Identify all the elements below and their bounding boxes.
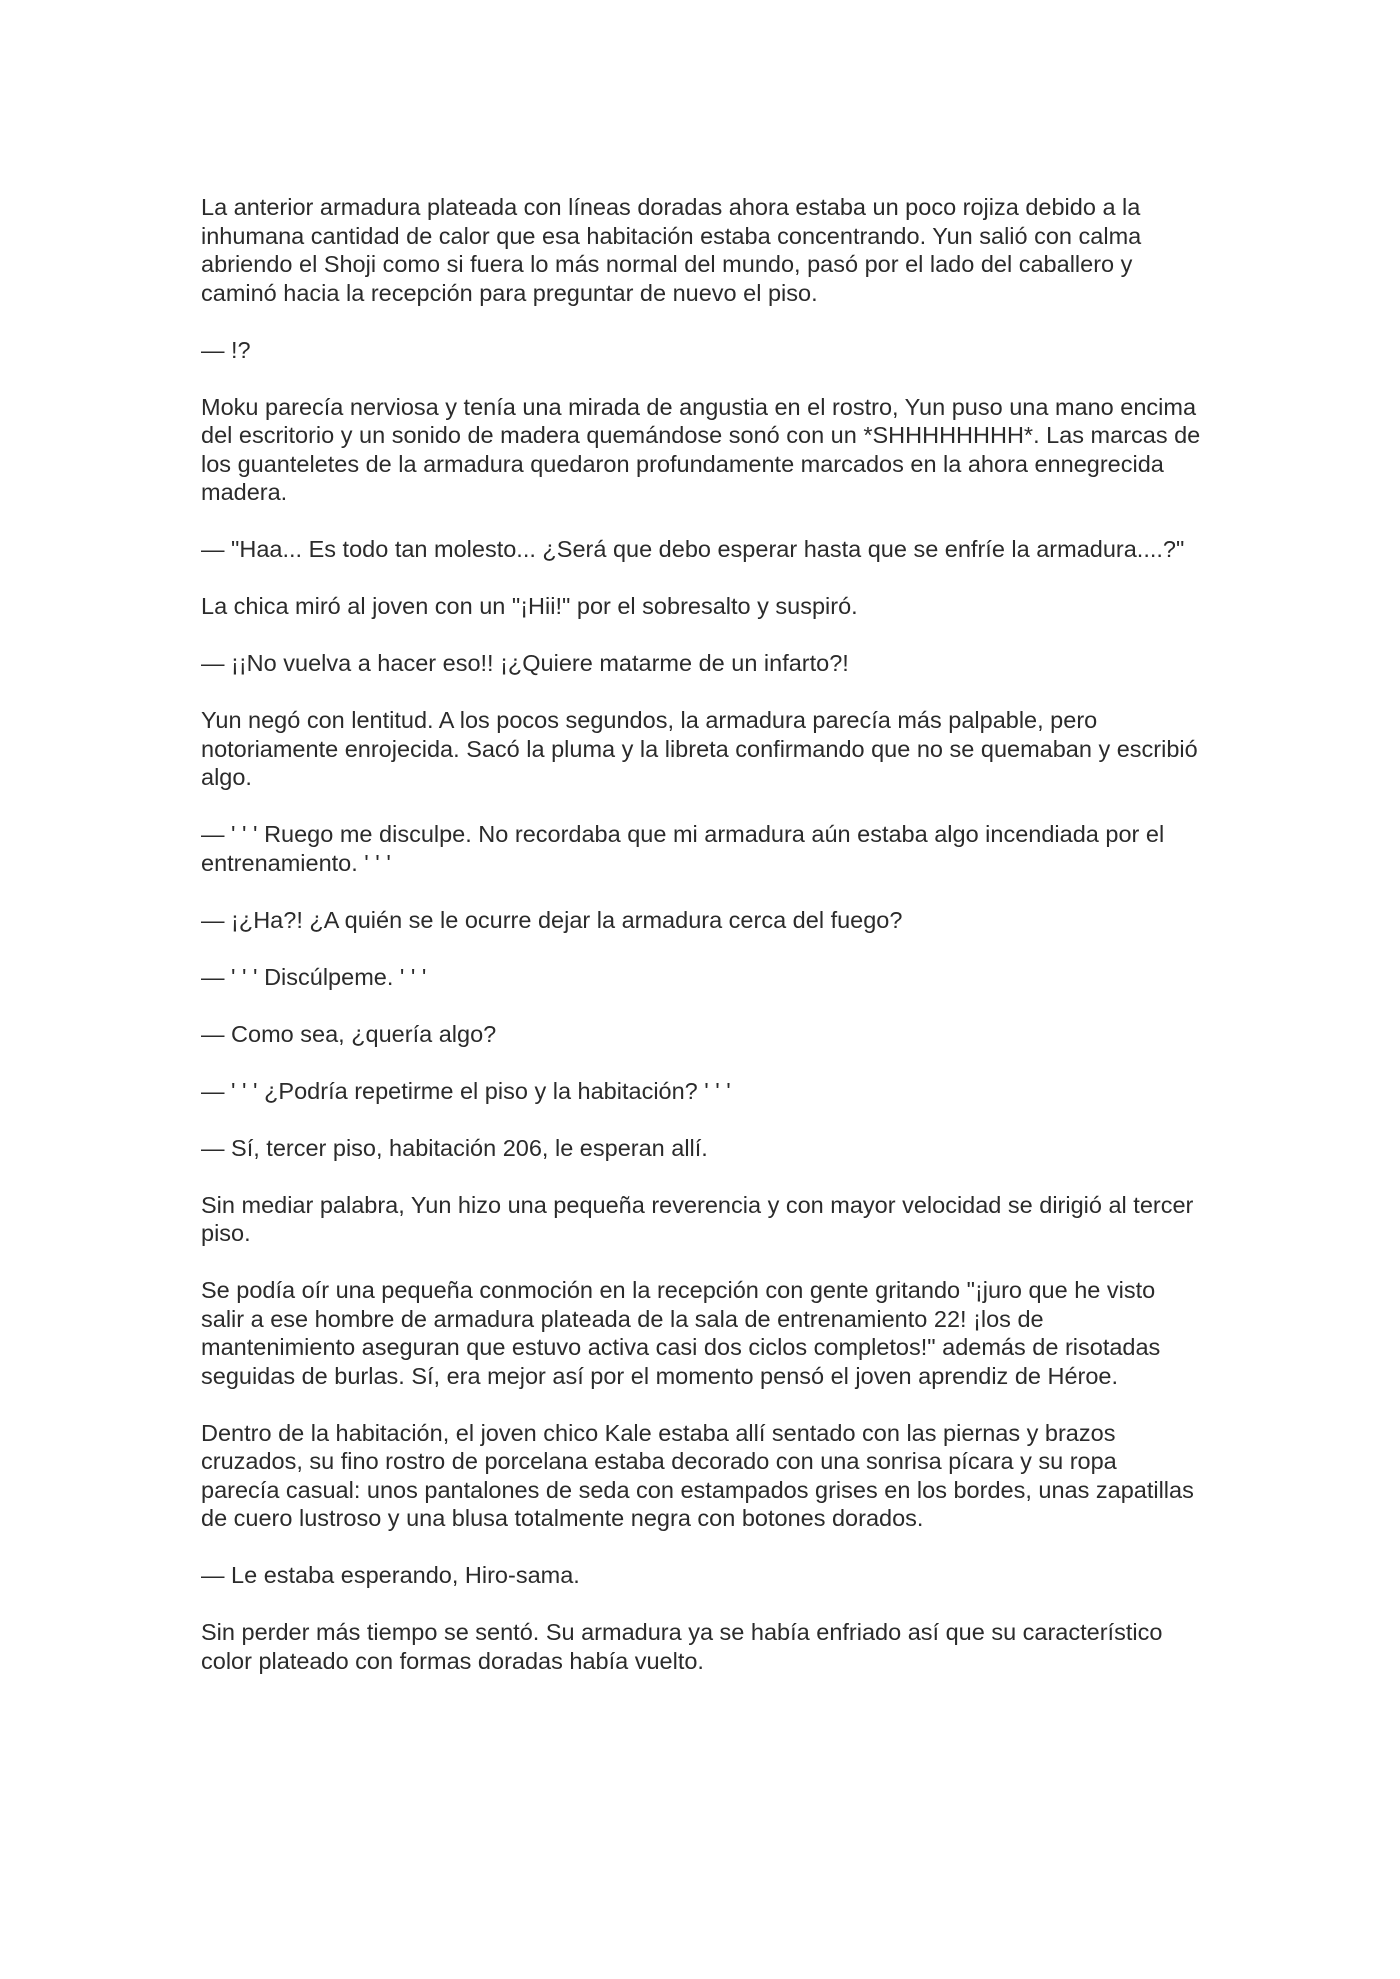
dialogue-line: — ¡¡No vuelva a hacer eso!! ¡¿Quiere matarme de un infarto?! bbox=[201, 650, 849, 676]
dialogue-line: — ' ' ' Ruego me disculpe. No recordaba que mi armadura aún estaba algo incendiada por el entrenamiento. ' ' ' bbox=[201, 821, 1165, 876]
paragraph: Sin perder más tiempo se sentó. Su armadura ya se había enfriado así que su característico color plateado con formas doradas había vuelto. bbox=[201, 1619, 1163, 1674]
dialogue-line: — "Haa... Es todo tan molesto... ¿Será que debo esperar hasta que se enfríe la armadura....?" bbox=[201, 536, 1185, 562]
dialogue-line: — Sí, tercer piso, habitación 206, le esperan allí. bbox=[201, 1134, 708, 1161]
dialogue-line: — ' ' ' ¿Podría repetirme el piso y la habitación? ' ' ' bbox=[201, 1077, 731, 1104]
paragraph: Moku parecía nerviosa y tenía una mirada de angustia en el rostro, Yun puso una mano encima del escritorio y un sonido de madera quemándose sonó con un *SHHHHHHHH*. Las marcas de los guanteletes de la armadura quedaron profundamente marcados en la ahora ennegrecida madera. bbox=[201, 393, 1201, 505]
dialogue-line: — ¡¿Ha?! ¿A quién se le ocurre dejar la armadura cerca del fuego? bbox=[201, 906, 903, 933]
paragraph: La anterior armadura plateada con líneas doradas ahora estaba un poco rojiza debido a la inhumana cantidad de calor que esa habitación estaba concentrando. Yun salió con calma abriendo el Shoji como si fuera lo más normal del mundo, pasó por el lado del caballero y caminó hacia la recepción para preguntar de nuevo el piso. bbox=[201, 194, 1142, 306]
paragraph: La chica miró al joven con un "¡Hii!" por el sobresalto y suspiró. bbox=[201, 593, 858, 619]
dialogue-line: — ' ' ' Discúlpeme. ' ' ' bbox=[201, 963, 427, 990]
document-body bbox=[201, 193, 1201, 1704]
paragraph: Se podía oír una pequeña conmoción en la recepción con gente gritando "¡juro que he visto salir a ese hombre de armadura plateada de la sala de entrenamiento 22! ¡los de mantenimiento aseguran que estuvo activa casi dos ciclos completos!" además de risotadas seguidas de burlas. Sí, era mejor así por el momento pensó el joven aprendiz de Héroe. bbox=[201, 1277, 1161, 1389]
paragraph: Yun negó con lentitud. A los pocos segundos, la armadura parecía más palpable, pero notoriamente enrojecida. Sacó la pluma y la libreta confirmando que no se quemaban y escribió algo. bbox=[201, 707, 1198, 790]
paragraph: Dentro de la habitación, el joven chico Kale estaba allí sentado con las piernas y brazos cruzados, su fino rostro de porcelana estaba decorado con una sonrisa pícara y su ropa parecía casual: unos pantalones de seda con estampados grises en los bordes, unas zapatillas de cuero lustroso y una blusa totalmente negra con botones dorados. bbox=[201, 1419, 1194, 1531]
dialogue-line: — Como sea, ¿quería algo? bbox=[201, 1020, 497, 1047]
paragraph: Sin mediar palabra, Yun hizo una pequeña reverencia y con mayor velocidad se dirigió al tercer piso. bbox=[201, 1191, 1194, 1246]
dialogue-line: — !? bbox=[201, 336, 251, 363]
dialogue-line: — Le estaba esperando, Hiro-sama. bbox=[201, 1562, 580, 1588]
